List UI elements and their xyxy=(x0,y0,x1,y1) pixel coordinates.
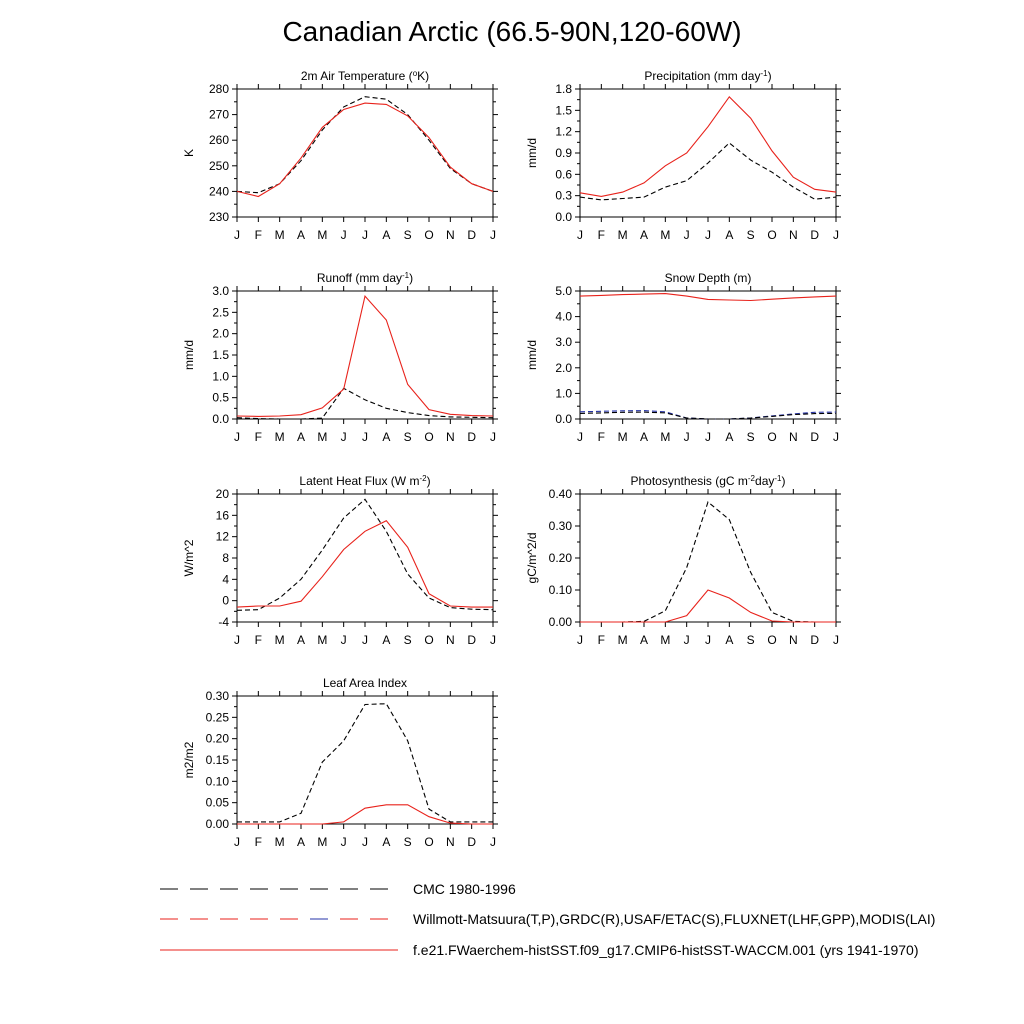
x-tick-label: N xyxy=(788,633,798,647)
x-tick-label: J xyxy=(340,228,347,242)
x-tick-label: N xyxy=(445,835,455,849)
x-tick-label: D xyxy=(467,835,477,849)
x-tick-label: O xyxy=(424,430,434,444)
x-tick-label: J xyxy=(234,430,240,444)
x-tick-label: M xyxy=(317,633,328,647)
series-line-0 xyxy=(237,97,493,193)
x-tick-label: F xyxy=(254,835,263,849)
y-tick-label: 230 xyxy=(208,210,229,224)
x-tick-label: N xyxy=(445,633,455,647)
x-tick-label: A xyxy=(296,430,306,444)
series-line-1 xyxy=(237,103,493,196)
chart-title: Precipitation (mm day$^{-1}$) xyxy=(644,69,772,83)
x-tick-label: A xyxy=(639,633,649,647)
plot-frame xyxy=(580,494,836,622)
x-tick-label: J xyxy=(490,835,496,849)
x-tick-label: O xyxy=(424,633,434,647)
y-tick-label: 0.6 xyxy=(555,167,572,182)
y-tick-label: 1.0 xyxy=(212,369,229,384)
y-tick-label: 0.30 xyxy=(548,519,572,533)
x-tick-label: M xyxy=(617,430,628,444)
x-tick-label: M xyxy=(274,430,285,444)
x-tick-label: S xyxy=(746,430,755,444)
x-tick-label: S xyxy=(403,633,412,647)
y-tick-label: 0.10 xyxy=(548,583,572,597)
y-tick-label: 3.0 xyxy=(555,335,572,350)
x-tick-label: O xyxy=(767,430,777,444)
x-tick-label: A xyxy=(725,633,734,647)
x-tick-label: M xyxy=(317,835,328,849)
y-tick-label: 0.20 xyxy=(548,551,572,565)
x-tick-label: M xyxy=(617,633,628,647)
series-line-0 xyxy=(580,502,836,622)
x-tick-label: F xyxy=(254,430,263,444)
x-tick-label: J xyxy=(340,633,347,647)
y-tick-label: 250 xyxy=(208,158,229,173)
y-tick-label: 0.00 xyxy=(205,817,229,831)
x-tick-label: D xyxy=(467,633,477,647)
x-tick-label: O xyxy=(767,228,777,242)
series-line-2 xyxy=(580,294,836,301)
x-tick-label: M xyxy=(617,228,628,242)
chart-panel-3 xyxy=(525,271,841,444)
legend-item-0 xyxy=(160,881,516,897)
y-tick-label: 3.0 xyxy=(212,284,229,298)
chart-panel-4 xyxy=(182,474,498,647)
x-tick-label: M xyxy=(660,228,671,242)
series-line-0 xyxy=(237,499,493,610)
plot-frame xyxy=(580,291,836,419)
x-tick-label: M xyxy=(660,430,671,444)
y-tick-label: 240 xyxy=(208,184,229,199)
x-tick-label: J xyxy=(683,228,690,242)
y-tick-label: 0.10 xyxy=(205,774,229,789)
x-tick-label: N xyxy=(445,430,455,444)
x-tick-label: J xyxy=(577,633,583,647)
y-tick-label: 8 xyxy=(222,551,229,565)
x-tick-label: N xyxy=(445,228,455,242)
y-tick-label: 4 xyxy=(222,572,229,587)
y-tick-label: 0.3 xyxy=(555,188,572,203)
series-line-0 xyxy=(237,704,493,822)
x-tick-label: J xyxy=(705,633,711,647)
x-tick-label: J xyxy=(833,430,839,444)
legend-label: CMC 1980-1996 xyxy=(413,881,516,897)
y-axis-label: mm/d xyxy=(525,340,539,370)
chart-title: Leaf Area Index xyxy=(322,676,408,690)
chart-panel-1 xyxy=(525,69,841,242)
x-tick-label: F xyxy=(597,228,606,242)
plot-frame xyxy=(237,494,493,622)
x-tick-label: F xyxy=(597,430,606,444)
x-tick-label: S xyxy=(403,228,412,242)
x-tick-label: J xyxy=(362,228,368,242)
x-tick-label: A xyxy=(725,430,734,444)
series-line-0 xyxy=(580,143,836,200)
y-axis-label: gC/m^2/d xyxy=(525,532,539,584)
x-tick-label: J xyxy=(705,228,711,242)
x-tick-label: F xyxy=(254,228,263,242)
y-axis-label: mm/d xyxy=(182,340,196,370)
y-tick-label: 2.0 xyxy=(212,326,229,341)
x-tick-label: N xyxy=(788,228,798,242)
y-axis-label: mm/d xyxy=(525,138,539,168)
x-tick-label: O xyxy=(424,835,434,849)
x-tick-label: M xyxy=(274,835,285,849)
x-tick-label: A xyxy=(296,835,306,849)
x-tick-label: D xyxy=(810,633,820,647)
x-tick-label: S xyxy=(403,835,412,849)
x-tick-label: J xyxy=(362,835,368,849)
chart-panel-6 xyxy=(182,676,498,849)
y-tick-label: -4 xyxy=(218,615,229,629)
y-tick-label: 1.5 xyxy=(555,103,572,118)
series-line-1 xyxy=(580,97,836,197)
legend-item-2 xyxy=(160,942,918,958)
x-tick-label: J xyxy=(234,633,240,647)
x-tick-label: A xyxy=(296,633,306,647)
x-tick-label: J xyxy=(705,430,711,444)
x-tick-label: M xyxy=(660,633,671,647)
x-tick-label: J xyxy=(234,835,240,849)
x-tick-label: O xyxy=(424,228,434,242)
series-line-1 xyxy=(237,521,493,607)
y-tick-label: 0.00 xyxy=(548,615,572,629)
x-tick-label: J xyxy=(362,633,368,647)
x-tick-label: D xyxy=(810,228,820,242)
chart-title: Photosynthesis (gC $m^{-2}day^{-1}$) xyxy=(630,474,786,488)
plot-frame xyxy=(237,696,493,824)
x-tick-label: J xyxy=(340,835,347,849)
x-tick-label: A xyxy=(639,228,649,242)
x-tick-label: M xyxy=(274,228,285,242)
x-tick-label: J xyxy=(577,228,583,242)
x-tick-label: J xyxy=(683,430,690,444)
plot-frame xyxy=(237,89,493,217)
y-tick-label: 0.0 xyxy=(212,412,229,426)
chart-panel-2 xyxy=(182,271,498,444)
y-tick-label: 20 xyxy=(215,487,229,501)
legend-label: f.e21.FWaerchem-histSST.f09_g17.CMIP6-histSST-WACCM.001 (yrs 1941-1970) xyxy=(413,942,919,958)
x-tick-label: S xyxy=(746,228,755,242)
y-axis-label: m2/m2 xyxy=(182,741,196,779)
x-tick-label: J xyxy=(362,430,368,444)
y-tick-label: 2.5 xyxy=(212,305,229,320)
x-tick-label: A xyxy=(296,228,306,242)
y-tick-label: 1.5 xyxy=(212,348,229,362)
x-tick-label: M xyxy=(274,633,285,647)
chart-panel-0 xyxy=(182,69,498,242)
x-tick-label: J xyxy=(833,228,839,242)
x-tick-label: F xyxy=(597,633,606,647)
y-tick-label: 1.8 xyxy=(555,82,572,96)
legend-item-1 xyxy=(160,911,935,927)
x-tick-label: D xyxy=(467,430,477,444)
chart-panel-5 xyxy=(525,474,841,647)
x-tick-label: D xyxy=(810,430,820,444)
x-tick-label: S xyxy=(746,633,755,647)
series-line-1 xyxy=(580,590,836,622)
y-tick-label: 0.0 xyxy=(555,210,572,224)
y-tick-label: 4.0 xyxy=(555,309,572,324)
x-tick-label: N xyxy=(788,430,798,444)
y-tick-label: 0.40 xyxy=(548,487,572,501)
x-tick-label: O xyxy=(767,633,777,647)
y-axis-label: K xyxy=(182,148,196,158)
series-line-1 xyxy=(237,296,493,416)
x-tick-label: F xyxy=(254,633,263,647)
y-tick-label: 0.15 xyxy=(205,753,229,767)
figure-title: Canadian Arctic (66.5-90N,120-60W) xyxy=(282,16,742,47)
x-tick-label: A xyxy=(382,228,391,242)
x-tick-label: M xyxy=(317,228,328,242)
x-tick-label: J xyxy=(683,633,690,647)
x-tick-label: J xyxy=(340,430,347,444)
y-tick-label: 2.0 xyxy=(555,360,572,375)
x-tick-label: S xyxy=(403,430,412,444)
y-tick-label: 0.30 xyxy=(205,689,229,703)
x-tick-label: J xyxy=(490,430,496,444)
x-tick-label: A xyxy=(725,228,734,242)
x-tick-label: M xyxy=(317,430,328,444)
x-tick-label: A xyxy=(639,430,649,444)
y-axis-label: W/m^2 xyxy=(182,539,196,577)
x-tick-label: D xyxy=(467,228,477,242)
chart-title: 2m Air Temperature ($^o$K) xyxy=(300,69,430,83)
legend xyxy=(160,881,935,958)
y-tick-label: 12 xyxy=(215,529,229,544)
x-tick-label: J xyxy=(490,633,496,647)
y-tick-label: 0.25 xyxy=(205,710,229,725)
y-tick-label: 0.05 xyxy=(205,795,229,810)
y-tick-label: 1.2 xyxy=(555,124,572,139)
legend-label: Willmott-Matsuura(T,P),GRDC(R),USAF/ETAC(S),FLUXNET(LHF,GPP),MODIS(LAI) xyxy=(413,911,936,927)
x-tick-label: J xyxy=(577,430,583,444)
x-tick-label: J xyxy=(490,228,496,242)
y-tick-label: 0.5 xyxy=(212,390,229,405)
y-tick-label: 16 xyxy=(215,508,229,523)
chart-title: Runoff (mm day$^{-1}$) xyxy=(316,271,414,285)
plot-frame xyxy=(580,89,836,217)
x-tick-label: A xyxy=(382,835,391,849)
y-tick-label: 0.9 xyxy=(555,146,572,160)
y-tick-label: 280 xyxy=(208,82,229,96)
y-tick-label: 1.0 xyxy=(555,386,572,401)
chart-title: Latent Heat Flux (W $m^{-2}$) xyxy=(299,474,431,488)
y-tick-label: 0.0 xyxy=(555,412,572,426)
chart-title: Snow Depth (m) xyxy=(664,271,752,285)
series-line-1 xyxy=(237,805,493,824)
x-tick-label: A xyxy=(382,430,391,444)
x-tick-label: J xyxy=(234,228,240,242)
x-tick-label: A xyxy=(382,633,391,647)
y-tick-label: 0.20 xyxy=(205,731,229,746)
y-tick-label: 0 xyxy=(222,593,229,608)
y-tick-label: 260 xyxy=(208,133,229,148)
x-tick-label: J xyxy=(833,633,839,647)
y-tick-label: 5.0 xyxy=(555,284,572,298)
y-tick-label: 270 xyxy=(208,107,229,122)
